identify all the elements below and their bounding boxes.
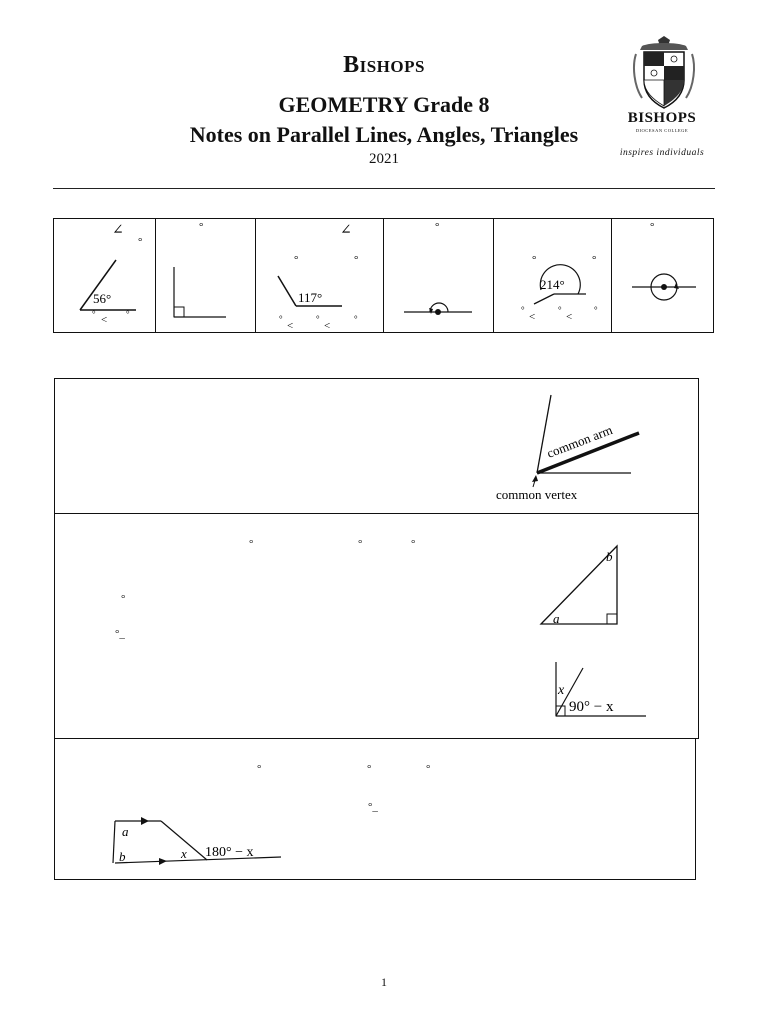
less-than-symbol: <: [287, 320, 294, 332]
degree-symbol: °_: [115, 628, 125, 640]
school-initial: B: [343, 52, 360, 78]
degree-symbol: °: [594, 305, 598, 315]
degree-symbol: °_: [368, 801, 378, 813]
adjacent-angles-diagram: [491, 389, 691, 511]
label-b: b: [119, 849, 126, 864]
degree-symbol: °: [558, 305, 562, 315]
degree-symbol: °: [435, 221, 440, 233]
crest-shield-icon: [628, 36, 700, 112]
angle-value: 117°: [298, 290, 323, 305]
header-divider: [53, 188, 715, 189]
page-subtitle: Notes on Parallel Lines, Angles, Triangles: [189, 122, 579, 147]
degree-symbol: °: [199, 221, 204, 233]
degree-symbol: °: [521, 305, 525, 315]
angle-symbol: ∠: [112, 223, 124, 238]
degree-symbol: °: [294, 254, 299, 266]
straight-angle-cell: [384, 219, 494, 332]
revolution-angle-diagram: [612, 219, 713, 332]
degree-symbol: °: [126, 309, 130, 319]
angle-value: 214°: [540, 277, 565, 292]
crest-motto: inspires individuals: [619, 148, 705, 158]
label-b: b: [606, 549, 613, 564]
crest-subtitle: DIOCESAN COLLEGE: [635, 128, 689, 133]
complementary-split-diagram: [547, 658, 651, 722]
common-vertex-label: common vertex: [496, 487, 578, 502]
degree-symbol: °: [358, 538, 363, 550]
reflex-angle-diagram: [494, 219, 612, 332]
parallel-lines-diagram: [105, 813, 337, 869]
angle-symbol: ∠: [340, 223, 352, 238]
degree-symbol: °: [121, 593, 126, 605]
adjacent-angles-box: [54, 378, 699, 514]
page-number: 1: [381, 975, 387, 989]
label-a: a: [122, 824, 129, 839]
right-angle-cell: [156, 219, 256, 332]
degree-symbol: °: [249, 538, 254, 550]
right-angle-diagram: [156, 219, 256, 332]
angle-value: 56°: [93, 291, 112, 306]
degree-symbol: °: [92, 309, 96, 319]
degree-symbol: °: [592, 254, 597, 266]
degree-symbol: °: [279, 314, 283, 324]
degree-symbol: °: [426, 763, 431, 775]
degree-symbol: °: [316, 314, 320, 324]
complementary-angles-box: [54, 513, 699, 739]
acute-angle-diagram: [54, 219, 156, 332]
crest-name: BISHOPS: [627, 110, 697, 126]
less-than-symbol: <: [529, 311, 536, 323]
school-rest: ISHOPS: [359, 57, 425, 76]
label-180-minus-x: 180° − x: [205, 845, 254, 860]
revolution-angle-cell: [612, 219, 713, 332]
obtuse-angle-diagram: [256, 219, 384, 332]
degree-symbol: °: [532, 254, 537, 266]
less-than-symbol: <: [324, 320, 331, 332]
label-a: a: [553, 611, 560, 626]
acute-angle-cell: [54, 219, 156, 332]
degree-symbol: °: [138, 236, 143, 248]
right-triangle-diagram: [531, 536, 631, 632]
degree-symbol: °: [367, 763, 372, 775]
straight-angle-diagram: [384, 219, 494, 332]
supplementary-angles-box: [54, 738, 696, 880]
degree-symbol: °: [354, 314, 358, 324]
common-arm-label: common arm: [544, 422, 615, 461]
obtuse-angle-cell: [256, 219, 384, 332]
less-than-symbol: <: [101, 314, 108, 326]
degree-symbol: °: [354, 254, 359, 266]
label-90-minus-x: 90° − x: [569, 699, 614, 715]
angle-types-table: [53, 218, 714, 333]
page-title: GEOMETRY Grade 8: [278, 92, 490, 117]
degree-symbol: °: [650, 221, 655, 233]
reflex-angle-cell: [494, 219, 612, 332]
degree-symbol: °: [411, 538, 416, 550]
year: 2021: [369, 151, 399, 167]
less-than-symbol: <: [566, 311, 573, 323]
label-x: x: [181, 846, 187, 861]
degree-symbol: °: [257, 763, 262, 775]
label-x: x: [558, 683, 565, 698]
